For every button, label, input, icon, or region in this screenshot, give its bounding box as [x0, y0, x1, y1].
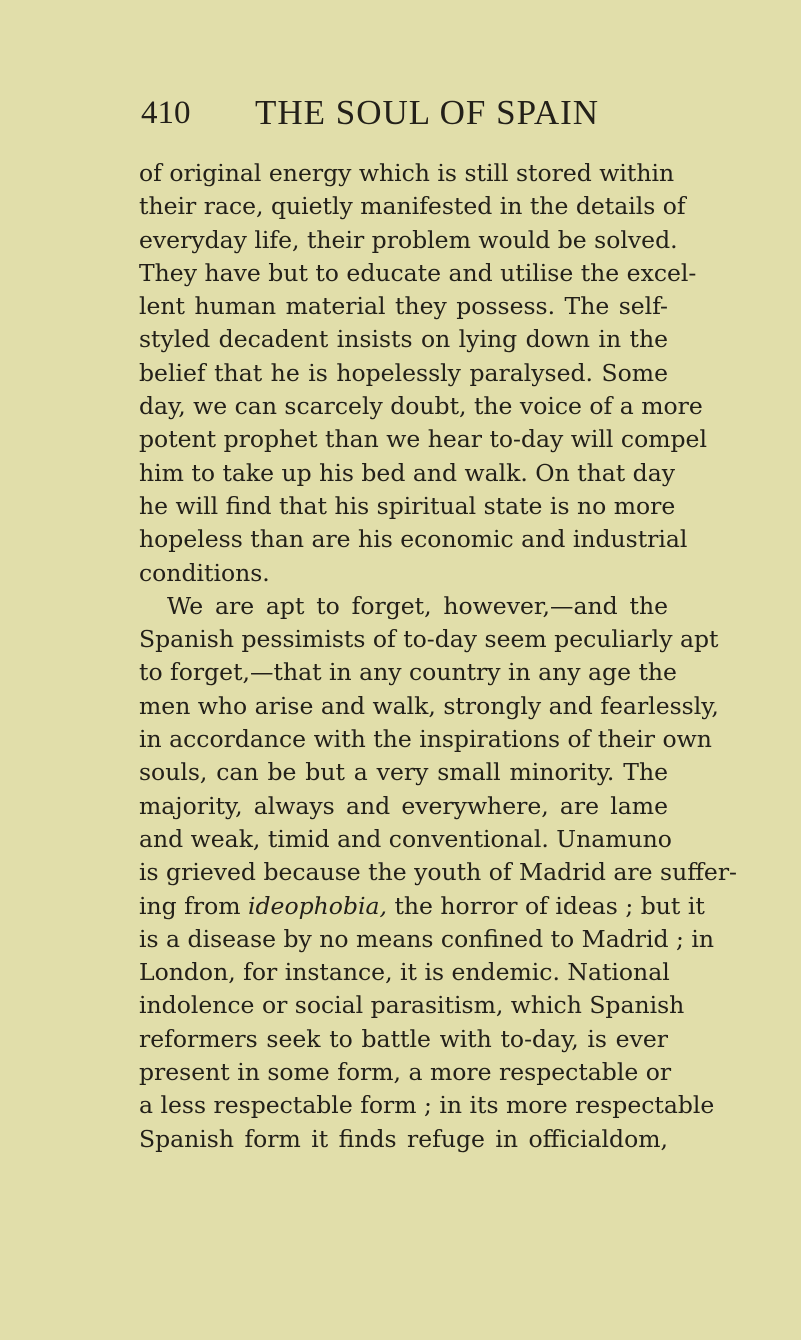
text-line: souls, can be but a very small minority. The — [139, 758, 668, 787]
text-line: of original energy which is still stored within — [139, 159, 675, 187]
text-line: day, we can scarcely doubt, the voice of a more — [139, 392, 703, 421]
text-line: their race, quietly manifested in the details of — [139, 192, 686, 221]
page-number: 410 — [141, 95, 191, 131]
text-line: indolence or social parasitism, which Spanish — [139, 991, 685, 1020]
text-line: is a disease by no means confined to Madrid ; in — [139, 924, 715, 953]
text-line: him to take up his bed and walk. On that day — [139, 458, 676, 487]
text-line: he will find that his spiritual state is no more — [139, 491, 676, 520]
text-line: and weak, timid and conventional. Unamuno — [139, 824, 672, 853]
text-line: reformers seek to battle with to-day, is ever — [139, 1024, 668, 1053]
text-line: potent prophet than we hear to-day will compel — [139, 425, 707, 454]
text-line: everyday life, their problem would be solved. — [139, 225, 678, 254]
text-line: in accordance with the inspirations of their own — [139, 725, 712, 754]
text-line: Spanish form it finds refuge in officialdom, — [139, 1124, 668, 1153]
body-text — [139, 157, 737, 1156]
text-line: hopeless than are his economic and industrial — [139, 525, 688, 554]
text-line: belief that he is hopelessly paralysed. Some — [139, 358, 668, 387]
italic-term: ideophobia, — [248, 891, 387, 920]
text-line: present in some form, a more respectable or — [139, 1058, 672, 1087]
text-line: They have but to educate and utilise the excel- — [139, 258, 697, 287]
text-line: majority, always and everywhere, are lame — [139, 791, 668, 820]
text-segment: ing from — [139, 891, 248, 920]
text-line: to forget,—that in any country in any age the — [139, 658, 677, 687]
text-line: styled decadent insists on lying down in the — [139, 325, 668, 354]
text-segment: the horror of ideas ; but it — [386, 891, 705, 920]
text-line: lent human material they possess. The self- — [139, 292, 668, 321]
text-line: conditions. — [139, 558, 270, 587]
text-line: Spanish pessimists of to-day seem peculiarly apt — [139, 625, 719, 654]
running-title: THE SOUL OF SPAIN — [255, 93, 600, 132]
text-line: London, for instance, it is endemic. National — [139, 958, 670, 987]
text-line: a less respectable form ; in its more respectable — [139, 1091, 715, 1120]
paragraph-start-line: We are apt to forget, however,—and the — [167, 591, 668, 620]
text-line: men who arise and walk, strongly and fearlessly, — [139, 691, 719, 720]
text-line: is grieved because the youth of Madrid are suffer- — [139, 858, 737, 887]
page-header — [141, 93, 661, 133]
text-line — [139, 890, 705, 923]
